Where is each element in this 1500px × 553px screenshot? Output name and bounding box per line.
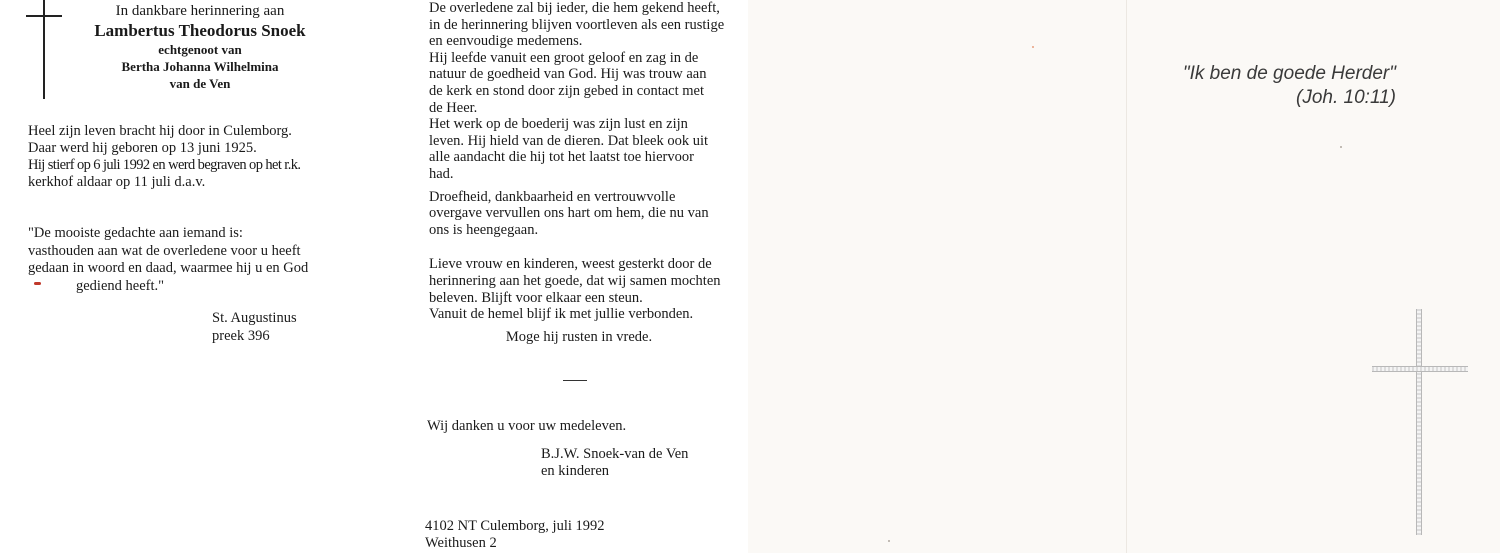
spouse-name: Bertha Johanna Wilhelmina bbox=[121, 59, 279, 74]
address-block bbox=[425, 518, 605, 552]
embossed-cross-icon bbox=[1372, 309, 1468, 535]
paragraph-grief bbox=[429, 189, 739, 239]
paper-speck bbox=[1032, 46, 1034, 48]
memorial-header bbox=[62, 2, 338, 92]
text-line: natuur de goedheid van God. Hij was trouw aan bbox=[429, 66, 707, 83]
text-line: de Heer. bbox=[429, 99, 478, 116]
spouse-surname: van de Ven bbox=[169, 76, 231, 91]
ink-mark bbox=[34, 282, 41, 285]
quote-attribution bbox=[212, 310, 297, 345]
scripture-text: "Ik ben de goede Herder" bbox=[1182, 63, 1396, 84]
text-line: ons is heengegaan. bbox=[429, 221, 539, 238]
spouse-label: echtgenoot van bbox=[158, 42, 242, 57]
text-line: in de herinnering blijven voortleven als een rustige bbox=[429, 16, 725, 33]
text-line: herinnering aan het goede, dat wij samen mochten bbox=[429, 272, 721, 289]
cross-icon bbox=[26, 0, 62, 100]
text-line: Droefheid, dankbaarheid en vertrouwvolle bbox=[429, 188, 676, 205]
text-line: de kerk en stond door zijn gebed in contact met bbox=[429, 82, 705, 99]
quote-line: gedaan in woord en daad, waarmee hij u en God bbox=[28, 260, 309, 276]
paper-speck bbox=[888, 540, 890, 542]
text-line: Vanuit de hemel blijf ik met jullie verbonden. bbox=[429, 306, 694, 323]
augustinus-quote bbox=[28, 225, 358, 295]
signature-family: en kinderen bbox=[541, 463, 610, 479]
bio-line: Daar werd hij geboren op 13 juni 1925. bbox=[28, 140, 257, 156]
paragraph-farewell bbox=[429, 256, 739, 322]
paper-speck bbox=[1340, 146, 1342, 148]
text-line: overgave vervullen ons hart om hem, die nu van bbox=[429, 205, 709, 222]
text-line: Hij leefde vanuit een groot geloof en zag in de bbox=[429, 49, 699, 66]
text-line: De overledene zal bij ieder, die hem gekend heeft, bbox=[429, 0, 720, 16]
thanks-line: Wij danken u voor uw medeleven. bbox=[427, 418, 627, 434]
quote-line: "De mooiste gedachte aan iemand is: bbox=[28, 225, 243, 241]
scripture-quote bbox=[1150, 62, 1396, 110]
quote-source: preek 396 bbox=[212, 327, 270, 344]
text-line: had. bbox=[429, 165, 454, 182]
bio-line: Hij stierf op 6 juli 1992 en werd begraven op het r.k. bbox=[28, 157, 301, 173]
address-street: Weithusen 2 bbox=[425, 535, 497, 551]
address-city: 4102 NT Culemborg, juli 1992 bbox=[425, 518, 605, 534]
text-line: Het werk op de boederij was zijn lust en zijn bbox=[429, 116, 688, 133]
deceased-name: Lambertus Theodorus Snoek bbox=[94, 21, 306, 40]
text-line: en eenvoudige medemens. bbox=[429, 33, 583, 50]
paragraph-character bbox=[429, 0, 739, 183]
text-line: alle aandacht die hij tot het laatst toe hiervoor bbox=[429, 149, 694, 166]
fold-line bbox=[1126, 0, 1127, 553]
text-line: Lieve vrouw en kinderen, weest gesterkt door de bbox=[429, 256, 712, 273]
bio-line: Heel zijn leven bracht hij door in Culemborg. bbox=[28, 123, 292, 139]
text-line: beleven. Blijft voor elkaar een steun. bbox=[429, 289, 643, 306]
text-line: leven. Hij hield van de dieren. Dat bleek ook uit bbox=[429, 132, 709, 149]
quote-line: gediend heeft." bbox=[76, 277, 165, 294]
divider bbox=[563, 380, 587, 381]
bio-line: kerkhof aldaar op 11 juli d.a.v. bbox=[28, 174, 206, 190]
quote-line: vasthouden aan wat de overledene voor u heeft bbox=[28, 242, 301, 259]
signature-name: B.J.W. Snoek-van de Ven bbox=[541, 446, 689, 462]
memorial-text bbox=[429, 0, 739, 345]
rest-in-peace: Moge hij rusten in vrede. bbox=[505, 329, 653, 345]
header-intro: In dankbare herinnering aan bbox=[115, 3, 285, 19]
biography bbox=[28, 123, 358, 191]
scripture-reference: (Joh. 10:11) bbox=[1296, 87, 1396, 108]
signature-block bbox=[541, 446, 688, 480]
quote-author: St. Augustinus bbox=[212, 310, 297, 326]
